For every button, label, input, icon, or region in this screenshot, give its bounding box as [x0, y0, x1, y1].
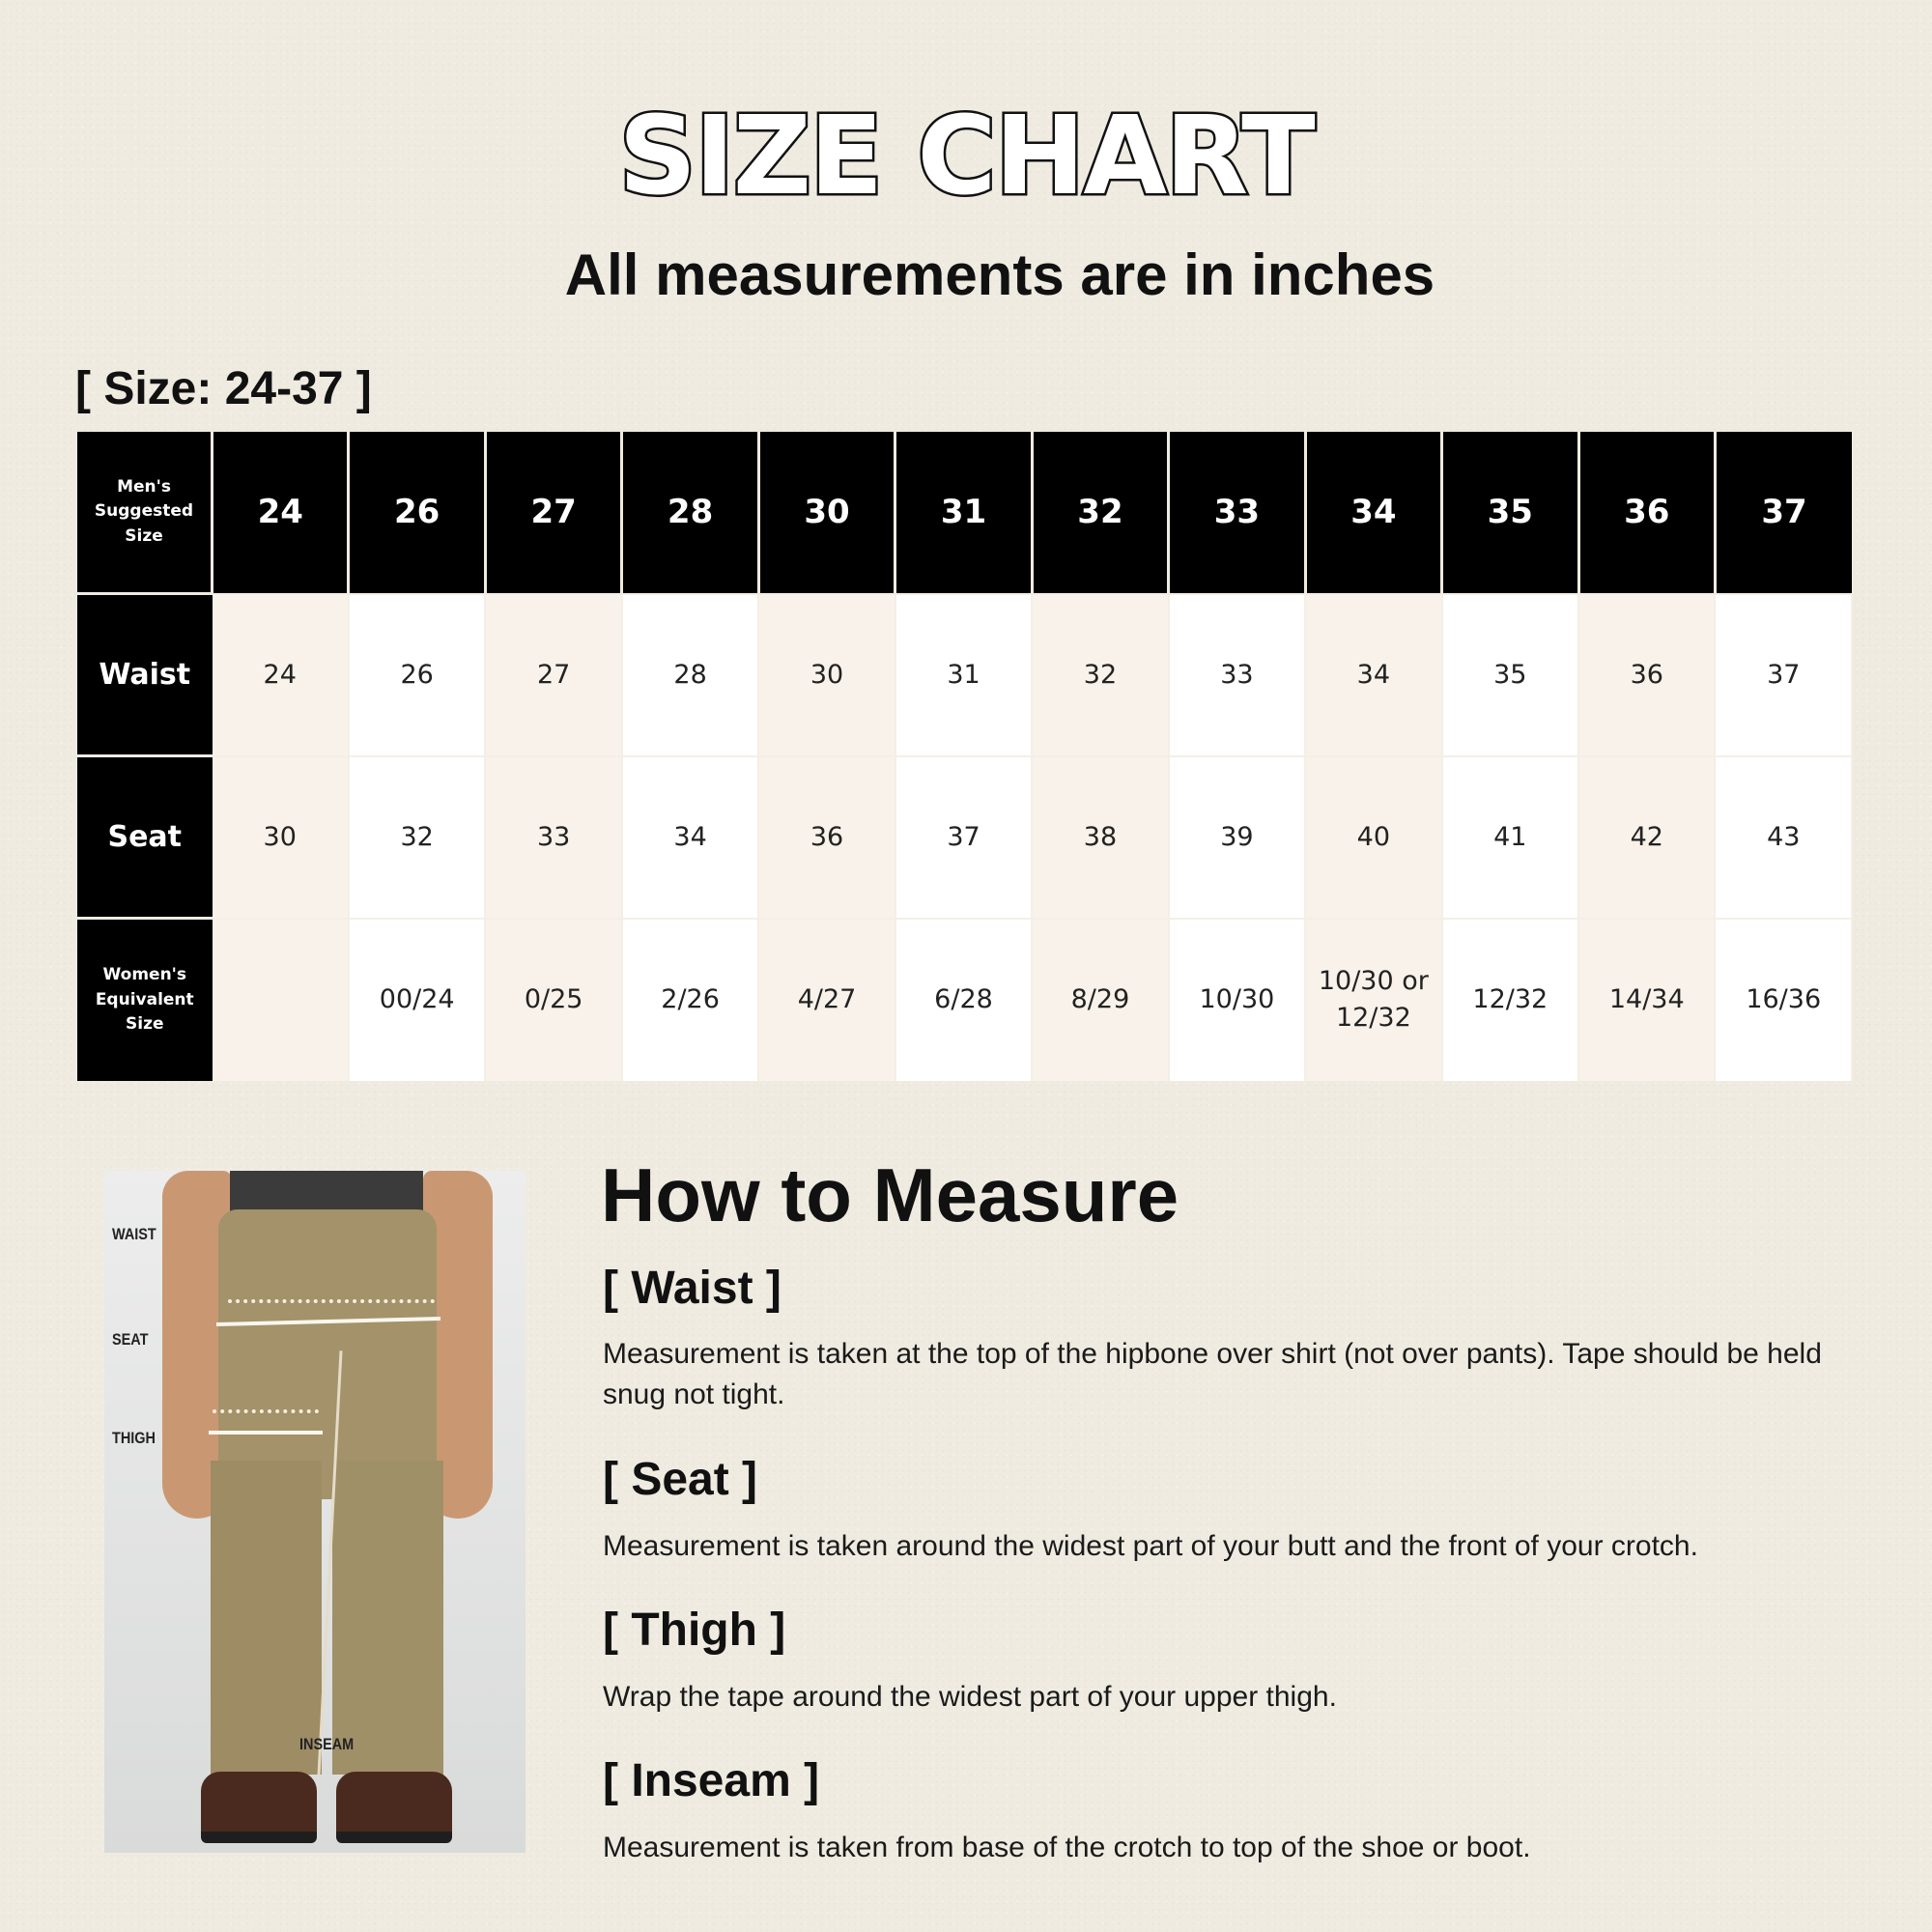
column-header: 32 — [1032, 432, 1168, 594]
table-cell: 10/30 or 12/32 — [1305, 919, 1441, 1081]
table-cell: 34 — [622, 756, 758, 919]
corner-header: Men's Suggested Size — [77, 432, 213, 594]
thigh-measure-line — [209, 1431, 323, 1435]
table-cell: 26 — [349, 594, 485, 756]
table-cell: 40 — [1305, 756, 1441, 919]
table-cell: 41 — [1442, 756, 1578, 919]
model-right-boot — [336, 1772, 452, 1843]
table-cell: 32 — [1032, 594, 1168, 756]
table-cell: 27 — [485, 594, 621, 756]
photo-label-waist: WAIST — [112, 1225, 156, 1243]
table-cell: 35 — [1442, 594, 1578, 756]
table-cell: 2/26 — [622, 919, 758, 1081]
table-cell: 37 — [1715, 594, 1852, 756]
waist-heading: [ Waist ] — [603, 1263, 781, 1314]
model-pants — [218, 1209, 437, 1499]
table-cell: 36 — [1578, 594, 1715, 756]
column-header: 27 — [485, 432, 621, 594]
column-header: 37 — [1715, 432, 1852, 594]
table-cell: 00/24 — [349, 919, 485, 1081]
table-cell: 32 — [349, 756, 485, 919]
how-to-measure-title: How to Measure — [601, 1152, 1179, 1237]
model-left-leg — [211, 1461, 322, 1775]
column-header: 26 — [349, 432, 485, 594]
table-row-waist — [77, 594, 1852, 756]
table-cell: 30 — [213, 756, 349, 919]
column-header: 31 — [895, 432, 1032, 594]
size-chart-table — [77, 432, 1853, 1081]
inseam-heading: [ Inseam ] — [603, 1755, 820, 1806]
thigh-measure-dots — [213, 1409, 319, 1413]
size-range-label: [ Size: 24-37 ] — [75, 363, 372, 414]
table-cell — [213, 919, 349, 1081]
model-shirt — [230, 1171, 423, 1213]
table-cell: 36 — [758, 756, 895, 919]
column-header: 24 — [213, 432, 349, 594]
table-row-womens-size — [77, 919, 1852, 1081]
inseam-description: Measurement is taken from base of the crotch to top of the shoe or boot. — [603, 1832, 1531, 1863]
column-header: 34 — [1305, 432, 1441, 594]
thigh-heading: [ Thigh ] — [603, 1605, 786, 1656]
seat-heading: [ Seat ] — [603, 1454, 758, 1505]
table-cell: 24 — [213, 594, 349, 756]
measurement-photo — [104, 1171, 526, 1853]
table-cell: 38 — [1032, 756, 1168, 919]
page-title: SIZE CHART — [618, 94, 1314, 219]
photo-label-inseam: INSEAM — [299, 1735, 355, 1753]
table-cell: 33 — [1169, 594, 1305, 756]
table-cell: 12/32 — [1442, 919, 1578, 1081]
table-cell: 10/30 — [1169, 919, 1305, 1081]
row-header-womens-size: Women's Equivalent Size — [77, 919, 213, 1081]
column-header: 30 — [758, 432, 895, 594]
table-cell: 37 — [895, 756, 1032, 919]
row-header-waist: Waist — [77, 594, 213, 756]
model-right-leg — [332, 1461, 443, 1775]
table-cell: 16/36 — [1715, 919, 1852, 1081]
table-cell: 42 — [1578, 756, 1715, 919]
table-header-row — [77, 432, 1852, 594]
model-left-boot — [201, 1772, 317, 1843]
table-row-seat — [77, 756, 1852, 919]
column-header: 35 — [1442, 432, 1578, 594]
photo-label-seat: SEAT — [112, 1330, 149, 1349]
table-cell: 43 — [1715, 756, 1852, 919]
table-cell: 8/29 — [1032, 919, 1168, 1081]
table-cell: 0/25 — [485, 919, 621, 1081]
thigh-description: Wrap the tape around the widest part of your upper thigh. — [603, 1681, 1337, 1713]
table-cell: 39 — [1169, 756, 1305, 919]
waist-description: Measurement is taken at the top of the hipbone over shirt (not over pants). Tape should be held snug not tight. — [603, 1338, 1822, 1410]
photo-label-thigh: THIGH — [112, 1429, 156, 1447]
column-header: 36 — [1578, 432, 1715, 594]
column-header: 33 — [1169, 432, 1305, 594]
row-header-seat: Seat — [77, 756, 213, 919]
page-subtitle: All measurements are in inches — [564, 242, 1435, 307]
seat-description: Measurement is taken around the widest part of your butt and the front of your crotch. — [603, 1530, 1698, 1562]
waist-measure-line — [228, 1299, 435, 1303]
table-cell: 31 — [895, 594, 1032, 756]
table-cell: 28 — [622, 594, 758, 756]
column-header: 28 — [622, 432, 758, 594]
table-cell: 14/34 — [1578, 919, 1715, 1081]
table-cell: 34 — [1305, 594, 1441, 756]
table-cell: 6/28 — [895, 919, 1032, 1081]
table-cell: 4/27 — [758, 919, 895, 1081]
table-cell: 33 — [485, 756, 621, 919]
table-cell: 30 — [758, 594, 895, 756]
